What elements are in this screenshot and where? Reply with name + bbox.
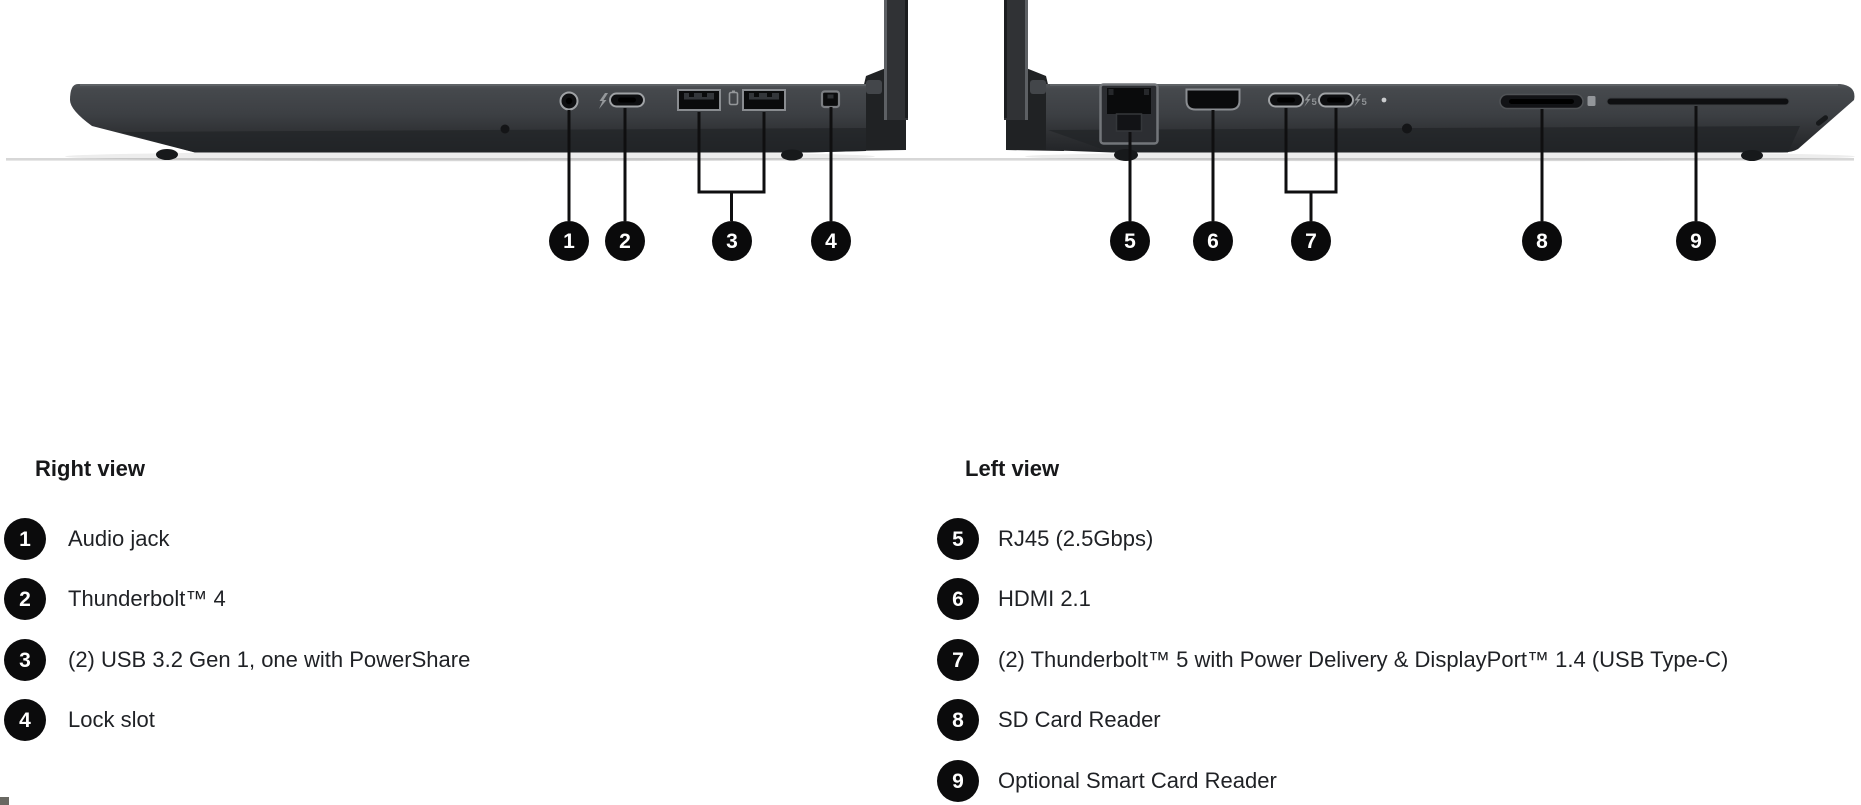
legend-item-label: (2) USB 3.2 Gen 1, one with PowerShare (68, 647, 471, 672)
legend-right-view-heading: Right view (35, 456, 146, 481)
hinge-cover (1030, 80, 1046, 94)
lock-slot-port (822, 92, 839, 108)
legend-item-number: 8 (937, 699, 979, 741)
rubber-foot (156, 149, 178, 160)
legend-item-audio-jack (4, 518, 170, 560)
legend-item-label: Lock slot (68, 707, 155, 732)
legend-item-thunderbolt-5 (937, 639, 1728, 681)
callout-badge-1: 1 (549, 221, 589, 261)
screen-edge-shadow (1004, 0, 1007, 118)
legend-item-sd-card-reader (937, 699, 1161, 741)
callout-badge-2: 2 (605, 221, 645, 261)
screen-slab (1004, 0, 1028, 120)
callout-badge-3: 3 (712, 221, 752, 261)
base-top-highlight (1050, 84, 1838, 86)
legend-item-thunderbolt-4 (4, 578, 226, 620)
sd-card-slot (1500, 95, 1583, 109)
usb-c-port-1 (1269, 94, 1303, 107)
usb-a-port-2 (743, 90, 785, 110)
base-top-highlight (80, 84, 866, 86)
legend-item-label: Audio jack (68, 526, 170, 551)
legend-item-lock-slot (4, 699, 155, 741)
callout-badge-4: 4 (811, 221, 851, 261)
legend-item-label: RJ45 (2.5Gbps) (998, 526, 1154, 551)
rubber-foot (1114, 149, 1138, 161)
callout-badge-5: 5 (1110, 221, 1150, 261)
legend-item-label: Optional Smart Card Reader (998, 768, 1277, 793)
screen-edge-highlight (884, 0, 887, 120)
smart-card-slot (1607, 98, 1789, 105)
screw-hole (501, 125, 510, 134)
hinge-cover (866, 80, 882, 94)
svg-text:5: 5 (1361, 97, 1367, 108)
corner-artifact (0, 797, 9, 805)
legend-item-label: (2) Thunderbolt™ 5 with Power Delivery & DisplayPort™ 1.4 (USB Type-C) (998, 647, 1729, 672)
laptop-right-view-photo (70, 0, 908, 161)
legend-item-label: SD Card Reader (998, 707, 1161, 732)
usb-c-port-2 (1319, 94, 1353, 107)
callout-badge-7: 7 (1291, 221, 1331, 261)
legend-item-number: 2 (4, 578, 46, 620)
base-lower-face (120, 128, 866, 153)
legend-item-smart-card-reader (937, 760, 1277, 802)
legend-item-rj45 (937, 518, 1153, 560)
rubber-foot (781, 150, 803, 161)
callout-badge-6: 6 (1193, 221, 1233, 261)
laptop-shadow-right-view (65, 152, 875, 162)
led-indicator (1382, 98, 1387, 103)
legend-item-number: 5 (937, 518, 979, 560)
legend-item-number: 3 (4, 639, 46, 681)
legend-item-hdmi (937, 578, 1091, 620)
laptop-illustrations (0, 0, 1861, 340)
sd-card-icon (1588, 96, 1596, 106)
callout-badge-9: 9 (1676, 221, 1716, 261)
screen-slab (884, 0, 908, 120)
usb-a-port-1 (678, 90, 720, 110)
legend-item-label: HDMI 2.1 (998, 586, 1091, 611)
rubber-foot (1741, 150, 1763, 161)
svg-text:5: 5 (1311, 97, 1317, 108)
legend-item-number: 7 (937, 639, 979, 681)
laptop-shadow-left-view (1025, 152, 1855, 162)
legend-item-number: 1 (4, 518, 46, 560)
callout-badge-8: 8 (1522, 221, 1562, 261)
usb-c-port (610, 94, 644, 107)
legend-left-view-heading: Left view (965, 456, 1060, 481)
legend-item-label: Thunderbolt™ 4 (68, 586, 226, 611)
legend-item-number: 4 (4, 699, 46, 741)
screen-edge-highlight (1025, 0, 1028, 120)
audio-jack-port (561, 93, 578, 110)
screw-hole (1402, 124, 1412, 134)
laptop-left-view-photo (1004, 0, 1854, 161)
hdmi-port (1187, 90, 1240, 110)
legend-item-number: 6 (937, 578, 979, 620)
base-lower-face (1048, 126, 1800, 153)
legend-item-number: 9 (937, 760, 979, 802)
screen-edge-shadow (905, 0, 908, 118)
legend-item-usb-a (4, 639, 470, 681)
